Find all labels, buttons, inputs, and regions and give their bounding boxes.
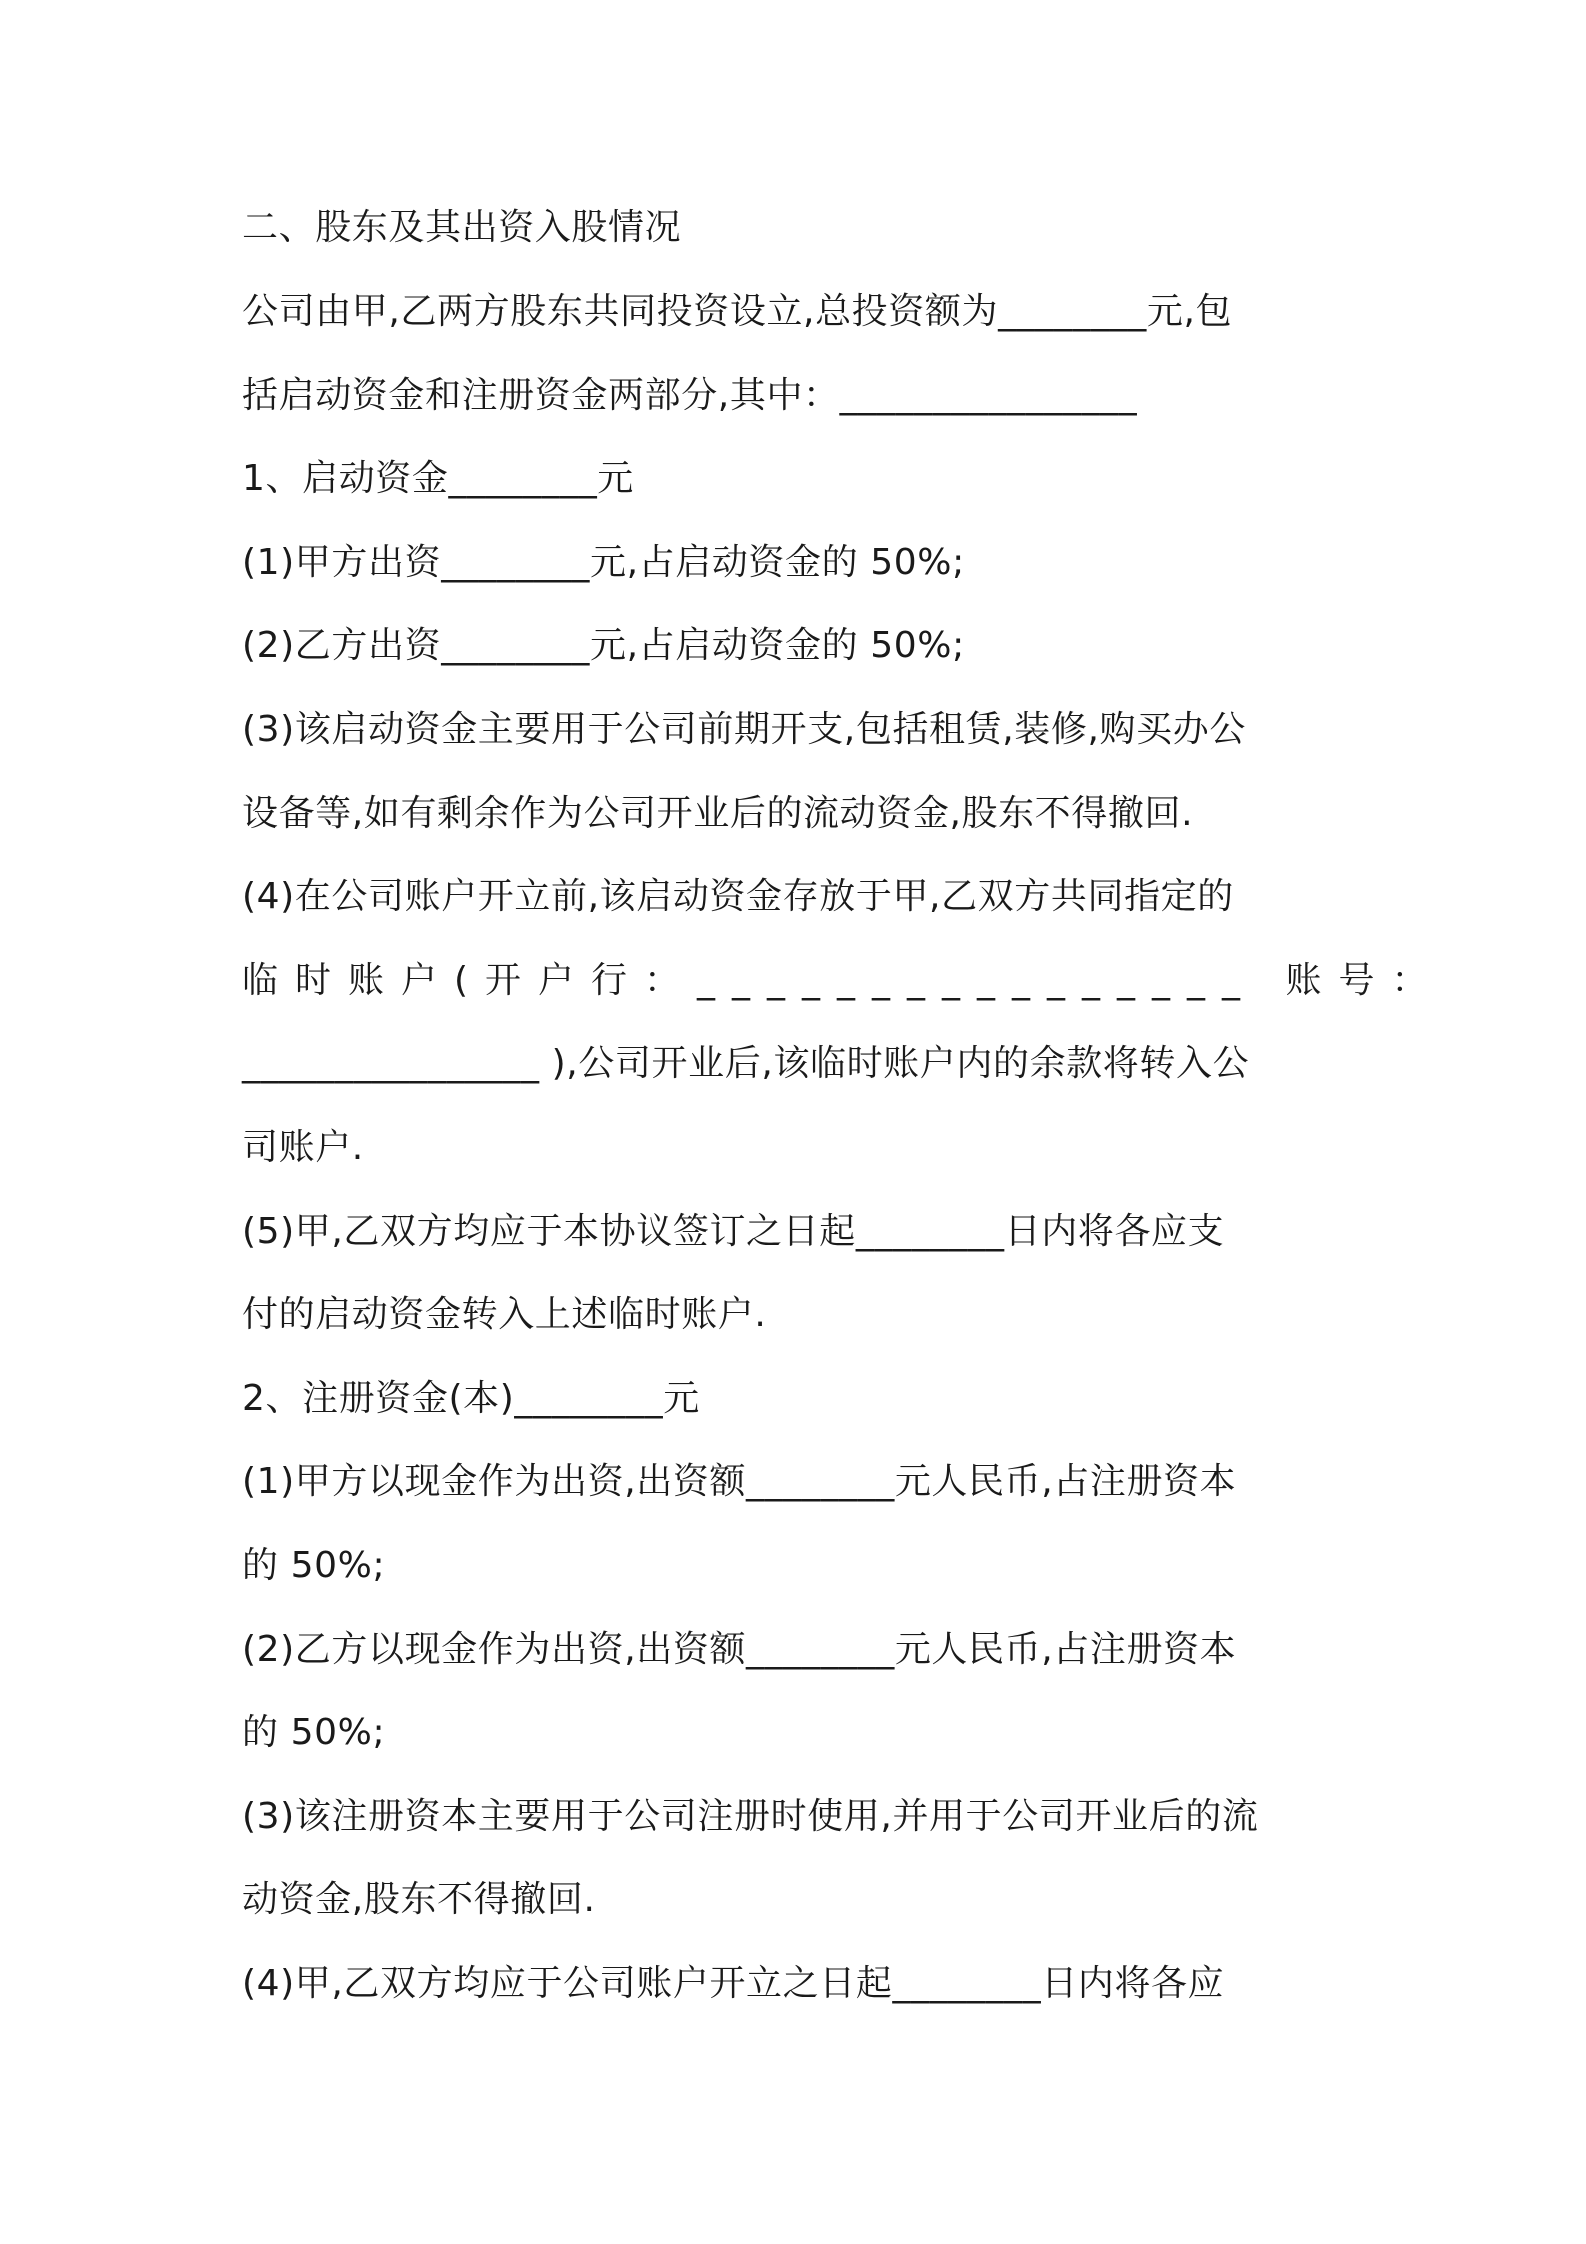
paragraph-line: (5)甲,乙双方均应于本协议签订之日起________日内将各应支 <box>242 1211 1225 1252</box>
paragraph-line: (4)甲,乙双方均应于公司账户开立之日起________日内将各应 <box>242 1963 1225 2004</box>
paragraph-line: 的 50%; <box>242 1712 386 1753</box>
paragraph-line: (1)甲方出资________元,占启动资金的 50%; <box>242 542 965 583</box>
paragraph-line: (1)甲方以现金作为出资,出资额________元人民币,占注册资本 <box>242 1461 1237 1502</box>
paragraph-line: 2、注册资金(本)________元 <box>242 1378 700 1419</box>
paragraph-line: 括启动资金和注册资金两部分,其中：________________ <box>242 375 1138 416</box>
paragraph-line: (4)在公司账户开立前,该启动资金存放于甲,乙双方共同指定的 <box>242 876 1234 917</box>
paragraph-line: 的 50%; <box>242 1545 386 1586</box>
paragraph-line: ________________ ),公司开业后,该临时账户内的余款将转入公 <box>242 1043 1250 1084</box>
paragraph-line: 付的启动资金转入上述临时账户. <box>242 1294 767 1335</box>
paragraph-line: (3)该注册资本主要用于公司注册时使用,并用于公司开业后的流 <box>242 1796 1259 1837</box>
paragraph-line: 动资金,股东不得撤回. <box>242 1879 596 1920</box>
paragraph-line: 临时账户(开户行：________________ 账号： <box>242 960 1445 1001</box>
section-heading: 二、股东及其出资入股情况 <box>242 207 682 248</box>
paragraph-line: (2)乙方以现金作为出资,出资额________元人民币,占注册资本 <box>242 1629 1237 1670</box>
paragraph-line: 公司由甲,乙两方股东共同投资设立,总投资额为________元,包 <box>242 291 1233 332</box>
paragraph-line: (3)该启动资金主要用于公司前期开支,包括租赁,装修,购买办公 <box>242 709 1246 750</box>
paragraph-line: (2)乙方出资________元,占启动资金的 50%; <box>242 625 965 666</box>
paragraph-line: 设备等,如有剩余作为公司开业后的流动资金,股东不得撤回. <box>242 793 1194 834</box>
paragraph-line: 1、启动资金________元 <box>242 458 634 499</box>
paragraph-line: 司账户. <box>242 1127 364 1168</box>
